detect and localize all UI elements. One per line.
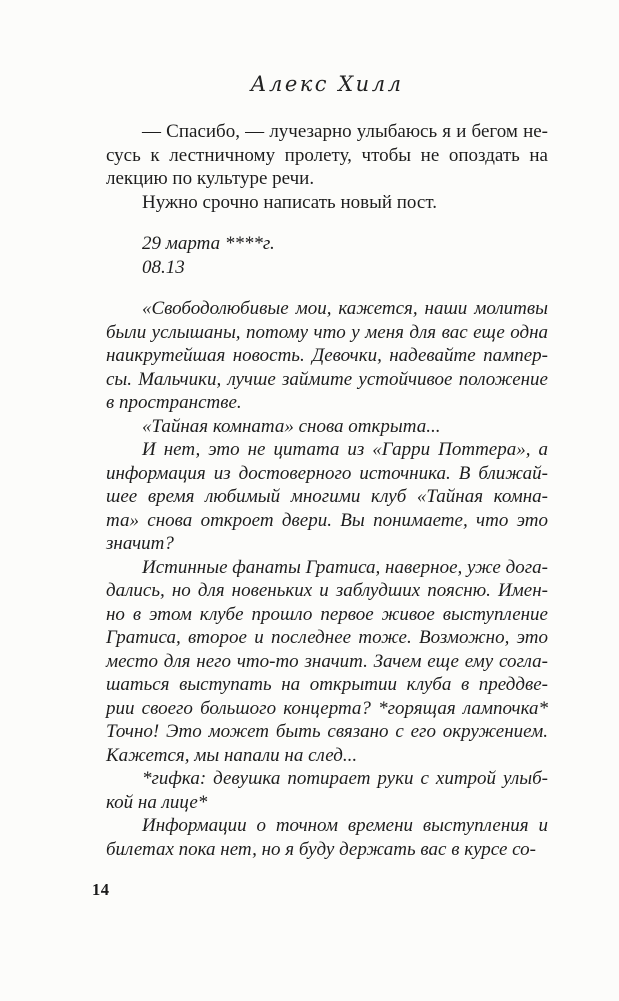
text-line: — Спасибо, — лучезарно улыбаюсь я и бегом не- <box>142 121 548 142</box>
text-line: «Свободолюбивые мои, кажется, наши молитвы <box>142 298 548 319</box>
text-line: 08.13 <box>142 256 185 278</box>
text-line: Кажется, мы напали на след... <box>106 744 358 766</box>
text-line: Точно! Это может быть связано с его окружением. <box>106 721 548 742</box>
text-line: «Тайная комната» снова открыта... <box>142 415 441 437</box>
text-line: 29 марта ****г. <box>142 233 275 254</box>
text-line: наикрутейшая новость. Девочки, надевайте пампер- <box>106 345 548 366</box>
page-number: 14 <box>92 880 110 899</box>
text-line: информация из достоверного источника. В ближай- <box>106 462 548 484</box>
paragraph-date <box>106 232 548 256</box>
paragraph-date <box>106 256 548 280</box>
text-line: были услышаны, потому что у меня для вас еще одна <box>106 321 548 343</box>
text-line: место для него что-то значит. Зачем еще ему согла- <box>106 650 548 672</box>
running-head-author: Алекс Хилл <box>250 72 404 96</box>
text-line: И нет, это не цитата из «Гарри Поттера», а <box>142 439 548 460</box>
text-line: лекцию по культуре речи. <box>106 168 315 189</box>
text-line: шаться выступать на открытии клуба в преддве- <box>106 674 548 695</box>
paragraph-post <box>106 767 548 814</box>
text-line: билетах пока нет, но я буду держать вас в курсе со- <box>106 838 536 860</box>
text-line: рии своего большого концерта? *горящая лампочка* <box>106 697 548 719</box>
paragraph-narration <box>106 120 548 191</box>
text-line: в пространстве. <box>106 392 242 413</box>
text-line: сы. Мальчики, лучше займите устойчивое положение <box>106 368 548 390</box>
text-block <box>106 120 548 861</box>
text-line: та» снова откроет двери. Вы понимаете, что это <box>106 509 548 531</box>
text-line: *гифка: девушка потирает руки с хитрой улыб- <box>142 768 548 789</box>
paragraph-post <box>106 297 548 415</box>
text-line: дались, но для новеньких и заблудших поясню. Имен- <box>106 580 548 601</box>
text-line: значит? <box>106 533 174 554</box>
paragraph-narration <box>106 191 548 215</box>
text-line: но в этом клубе прошло первое живое выступление <box>106 603 548 625</box>
text-line: Истинные фанаты Гратиса, наверное, уже дога- <box>142 556 548 578</box>
text-line: Гратиса, второе и последнее тоже. Возможно, это <box>106 627 548 648</box>
paragraph-post <box>106 415 548 439</box>
text-line: шее время любимый многими клуб «Тайная комна- <box>106 486 548 507</box>
text-line: кой на лице* <box>106 791 208 813</box>
text-line: сусь к лестничному пролету, чтобы не опоздать на <box>106 144 548 166</box>
text-line: Нужно срочно написать новый пост. <box>142 191 437 213</box>
text-line: Информации о точном времени выступления и <box>142 815 548 836</box>
paragraph-post <box>106 438 548 556</box>
paragraph-post <box>106 556 548 768</box>
paragraph-post <box>106 814 548 861</box>
